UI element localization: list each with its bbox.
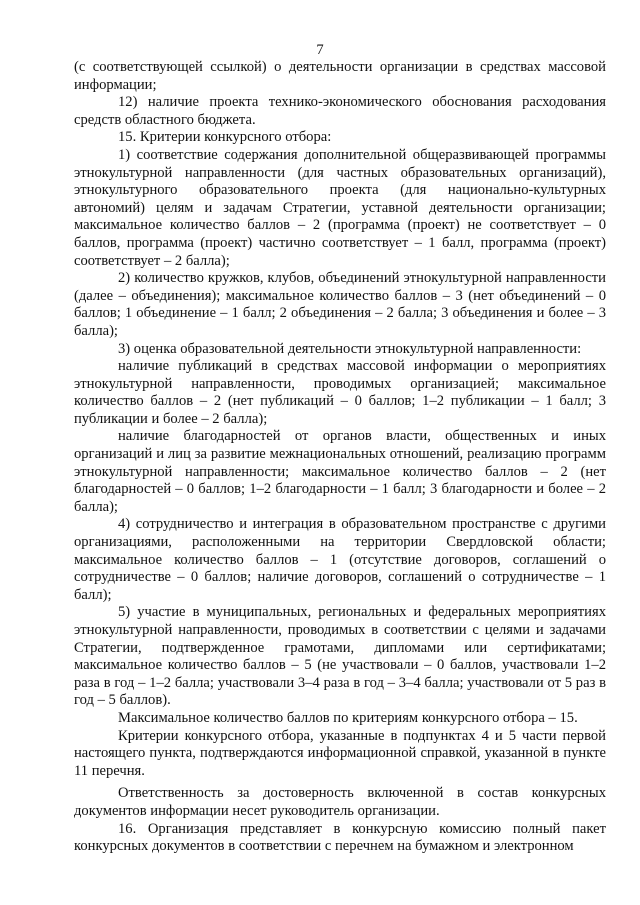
paragraph: Максимальное количество баллов по критериям конкурсного отбора – 15. <box>118 709 578 726</box>
paragraph: Критерии конкурсного отбора, указанные в подпунктах 4 и 5 части первой настоящего пункта, подтверждаются информационной справкой, указанной в пункте 11 перечня. <box>74 727 606 779</box>
paragraph: Ответственность за достоверность включенной в состав конкурсных документов информации несет руководитель организации. <box>74 785 606 819</box>
document-body <box>74 59 606 856</box>
paragraph: 5) участие в муниципальных, региональных и федеральных мероприятиях этнокультурной направленности, проводимых в соответствии с целями и задачами Стратегии, подтвержденное грамотами, дипломами или сертификатами; максимальное количество баллов – 5 (не участвовали – 0 баллов, участвовали 1–2 раза в год – 1–2 балла; участвовали 3–4 раза в год – 3–4 балла; участвовали от 5 раз в год – 5 баллов). <box>74 604 606 709</box>
paragraph: 2) количество кружков, клубов, объединений этнокультурной направленности (далее – объединения); максимальное количество баллов – 3 (нет объединений – 0 баллов; 1 объединение – 1 балл; 2 объединения – 2 балла; 3 объединения и более – 3 балла); <box>74 270 606 339</box>
paragraph: 16. Организация представляет в конкурсную комиссию полный пакет конкурсных документов в соответствии с перечнем на бумажном и электронном <box>74 820 606 855</box>
paragraph: 12) наличие проекта технико-экономического обоснования расходования средств областного бюджета. <box>74 94 606 128</box>
paragraph: наличие публикаций в средствах массовой информации о мероприятиях этнокультурной направленности, проводимых организацией; максимальное количество баллов – 2 (нет публикаций – 0 баллов; 1–2 публикации – 1 балл; 3 публикации и более – 2 балла); <box>74 358 606 427</box>
paragraph: 4) сотрудничество и интеграция в образовательном пространстве с другими организациями, расположенными на территории Свердловской области; максимальное количество баллов – 1 (отсутствие договоров, соглашений о сотрудничестве – 0 баллов; наличие договоров, соглашений о сотрудничестве – 1 балл); <box>74 516 606 603</box>
paragraph: 3) оценка образовательной деятельности этнокультурной направленности: <box>118 340 582 357</box>
paragraph: 15. Критерии конкурсного отбора: <box>118 129 332 146</box>
paragraph: (с соответствующей ссылкой) о деятельности организации в средствах массовой информации; <box>74 59 606 93</box>
paragraph: 1) соответствие содержания дополнительной общеразвивающей программы этнокультурной направленности (для частных образовательных организаций), этнокультурного образовательного проекта (для национально-культурных автономий) целям и задачам Стратегии, уставной деятельности организации; максимальное количество баллов – 2 (программа (проект) не соответствует – 0 баллов, программа (проект) частично соответствует – 1 балл, программа (проект) соответствует – 2 балла); <box>74 146 606 269</box>
paragraph: наличие благодарностей от органов власти, общественных и иных организаций и лиц за развитие межнациональных отношений, реализацию программ этнокультурной направленности; максимальное количество баллов – 2 (нет благодарностей – 0 баллов; 1–2 благодарности – 1 балл; 3 благодарности и более – 2 балла); <box>74 428 606 515</box>
page-number: 7 <box>316 42 324 58</box>
